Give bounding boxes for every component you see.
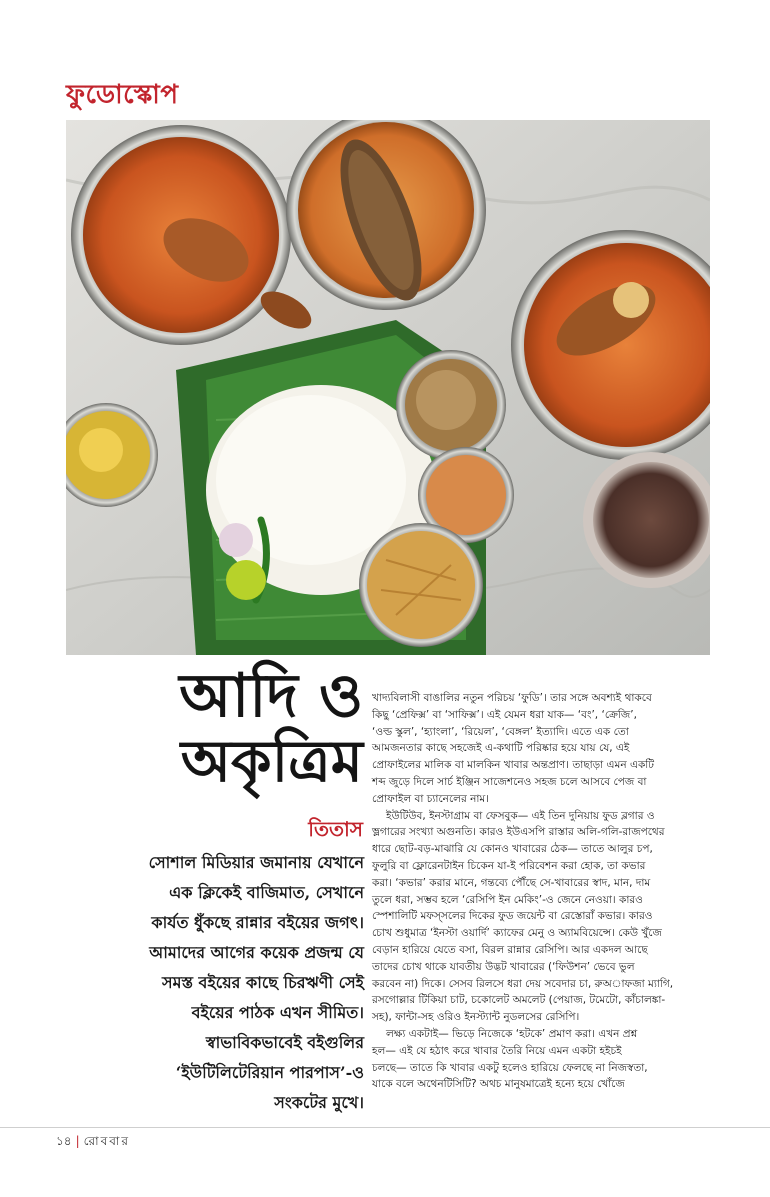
body-line: তুলে ধরা, সম্ভব হলে ‘রেসিপি ইন মেকিং’-ও জেনে নেওয়া। কারও [372, 893, 643, 906]
body-line: ধারে ছোট-বড়-মাঝারি যে কোনও খাবারের ঠেক— তাতে আলুর চপ, [372, 843, 653, 856]
body-paragraph [372, 808, 712, 1026]
article-body [372, 690, 712, 1093]
intro-line: স্বাভাবিকভাবেই বইগুলির [205, 1033, 364, 1052]
body-line: করবেন না) দিকে। সেসব রিলসে ধরা দেয় সবেদার চা, রুঅাফজা ম্যাগি, [372, 977, 674, 990]
intro-line: ‘ইউটিলিটেরিয়ান পারপাস’-ও [175, 1063, 364, 1082]
food-photo [66, 120, 710, 655]
body-line: ইউটিউব, ইনস্টাগ্রাম বা ফেসবুক— এই তিন দুনিয়ায় ফুড ব্লগার ও [386, 809, 655, 822]
article-headline [148, 663, 363, 793]
body-line: খাদ্যবিলাসী বাঙালির নতুন পরিচয় ‘ফুডি’। তার সঙ্গে অবশ্যই থাকবে [372, 692, 652, 704]
publication-name: রোববার [83, 1134, 131, 1148]
body-line: চলছে— তাতে কি খাবার একটু হলেও হারিয়ে ফেলছে না নিজস্বতা, [372, 1061, 648, 1074]
body-line: বেড়ান হারিয়ে যেতে বসা, বিরল রান্নার রেসিপি। আর একদল আছে [372, 943, 648, 956]
page-number: ১৪ [56, 1134, 72, 1148]
body-line: ভ্লগারের সংখ্যা অগুনতি। কারও ইউএসপি রাস্তার অলি-গলি-রাজপথের [372, 826, 665, 839]
article-intro [64, 848, 364, 1118]
body-line: শব্দ জুড়ে দিলে সার্চ ইঞ্জিন সাজেশনেও সহজ চলে আসবে পেজ বা [372, 775, 647, 788]
byline: তিতাস [308, 817, 363, 841]
body-line: হল— এই যে হঠাৎ করে খাবার তৈরি নিয়ে এমন একটা হইচই [372, 1044, 622, 1057]
body-line: প্রোফাইলের মালিক বা মালকিন খাবার অন্তপ্রাণ। তাছাড়া এমন একটি [372, 759, 655, 772]
intro-line: সোশাল মিডিয়ার জমানায় যেখানে [148, 853, 364, 872]
body-line: সহ), ফান্টা-সহ ওরিও ইনস্ট্যান্ট নুডলসের রেসিপি। [372, 1011, 580, 1024]
intro-line: সমস্ত বইয়ের কাছে চিরঋণী সেই [162, 973, 364, 992]
body-line: ফুলুরি বা ফ্লোরেনটাইন চিকেন যা-ই পরিবেশন করা হোক, তা কভার [372, 859, 646, 872]
bengali-thali-photo [66, 120, 710, 655]
body-line: কিছু ‘প্রেফিক্স’ বা ‘সাফিক্স’। এই যেমন ধরা যাক— ‘বং’, ‘ক্রেজি’, [372, 708, 637, 721]
page-footer [56, 1133, 130, 1153]
body-line: স্পেশালিটি মফস্সলের দিকের ফুড জয়েন্ট বা রেস্তোরাঁ কভার। কারও [372, 910, 653, 923]
body-line: রসগোল্লার টিকিয়া চাট, চকোলেট অমলেট (পেয়াজ, টমেটো, কাঁচালঙ্কা- [372, 994, 666, 1007]
footer-separator: | [75, 1134, 80, 1148]
body-paragraph [372, 1026, 712, 1093]
body-line: যাকে বলে অথেনটিসিটি? অথচ মানুষমাত্রেই হন্যে হয়ে খোঁজে [372, 1078, 625, 1091]
body-line: ‘ওল্ড স্কুল’, ‘হ্যাংলা’, ‘রিয়েল’, ‘বেঙ্গল’ ইত্যাদি। এতে এক তো [372, 725, 629, 738]
body-line: চোখ শুধুমাত্র ‘ইনস্টা ওয়ার্দি’ ক্যাফের মেনু ও অ্যামবিয়েন্সে। কেউ খুঁজে [372, 927, 662, 940]
body-paragraph [372, 690, 712, 808]
body-line: তাদের চোখ থাকে যাবতীয় উদ্ভট খাবারের (‘ফিউশন’ ভেবে ভুল [372, 960, 635, 973]
intro-line: এক ক্লিকেই বাজিমাত, সেখানে [169, 883, 364, 902]
intro-line: সংকটের মুখে। [274, 1093, 364, 1112]
intro-line: বইয়ের পাঠক এখন সীমিত। [191, 1003, 364, 1022]
section-title: ফুডোস্কোপ [66, 80, 179, 110]
body-line: লক্ষ্য একটাই— ভিড়ে নিজেকে ‘হটকে’ প্রমাণ করা। এখন প্রশ্ন [386, 1027, 638, 1040]
intro-line: আমাদের আগের কয়েক প্রজন্ম যে [149, 943, 364, 962]
body-line: প্রোফাইল বা চ্যানেলের নাম। [372, 792, 490, 805]
intro-line: কার্যত ধুঁকছে রান্নার বইয়ের জগৎ। [151, 913, 364, 932]
body-line: করা। ‘কভার’ করার মানে, গন্তব্যে পৌঁছে সে-খাবারের স্বাদ, মান, দাম [372, 876, 651, 889]
footer-divider [0, 1127, 770, 1128]
headline-line-1: আদি ও [179, 661, 363, 731]
body-line: আমজনতার কাছে সহজেই এ-কথাটি পরিষ্কার হয়ে যায় যে, এই [372, 742, 630, 755]
headline-line-2: অকৃত্রিম [180, 727, 363, 795]
